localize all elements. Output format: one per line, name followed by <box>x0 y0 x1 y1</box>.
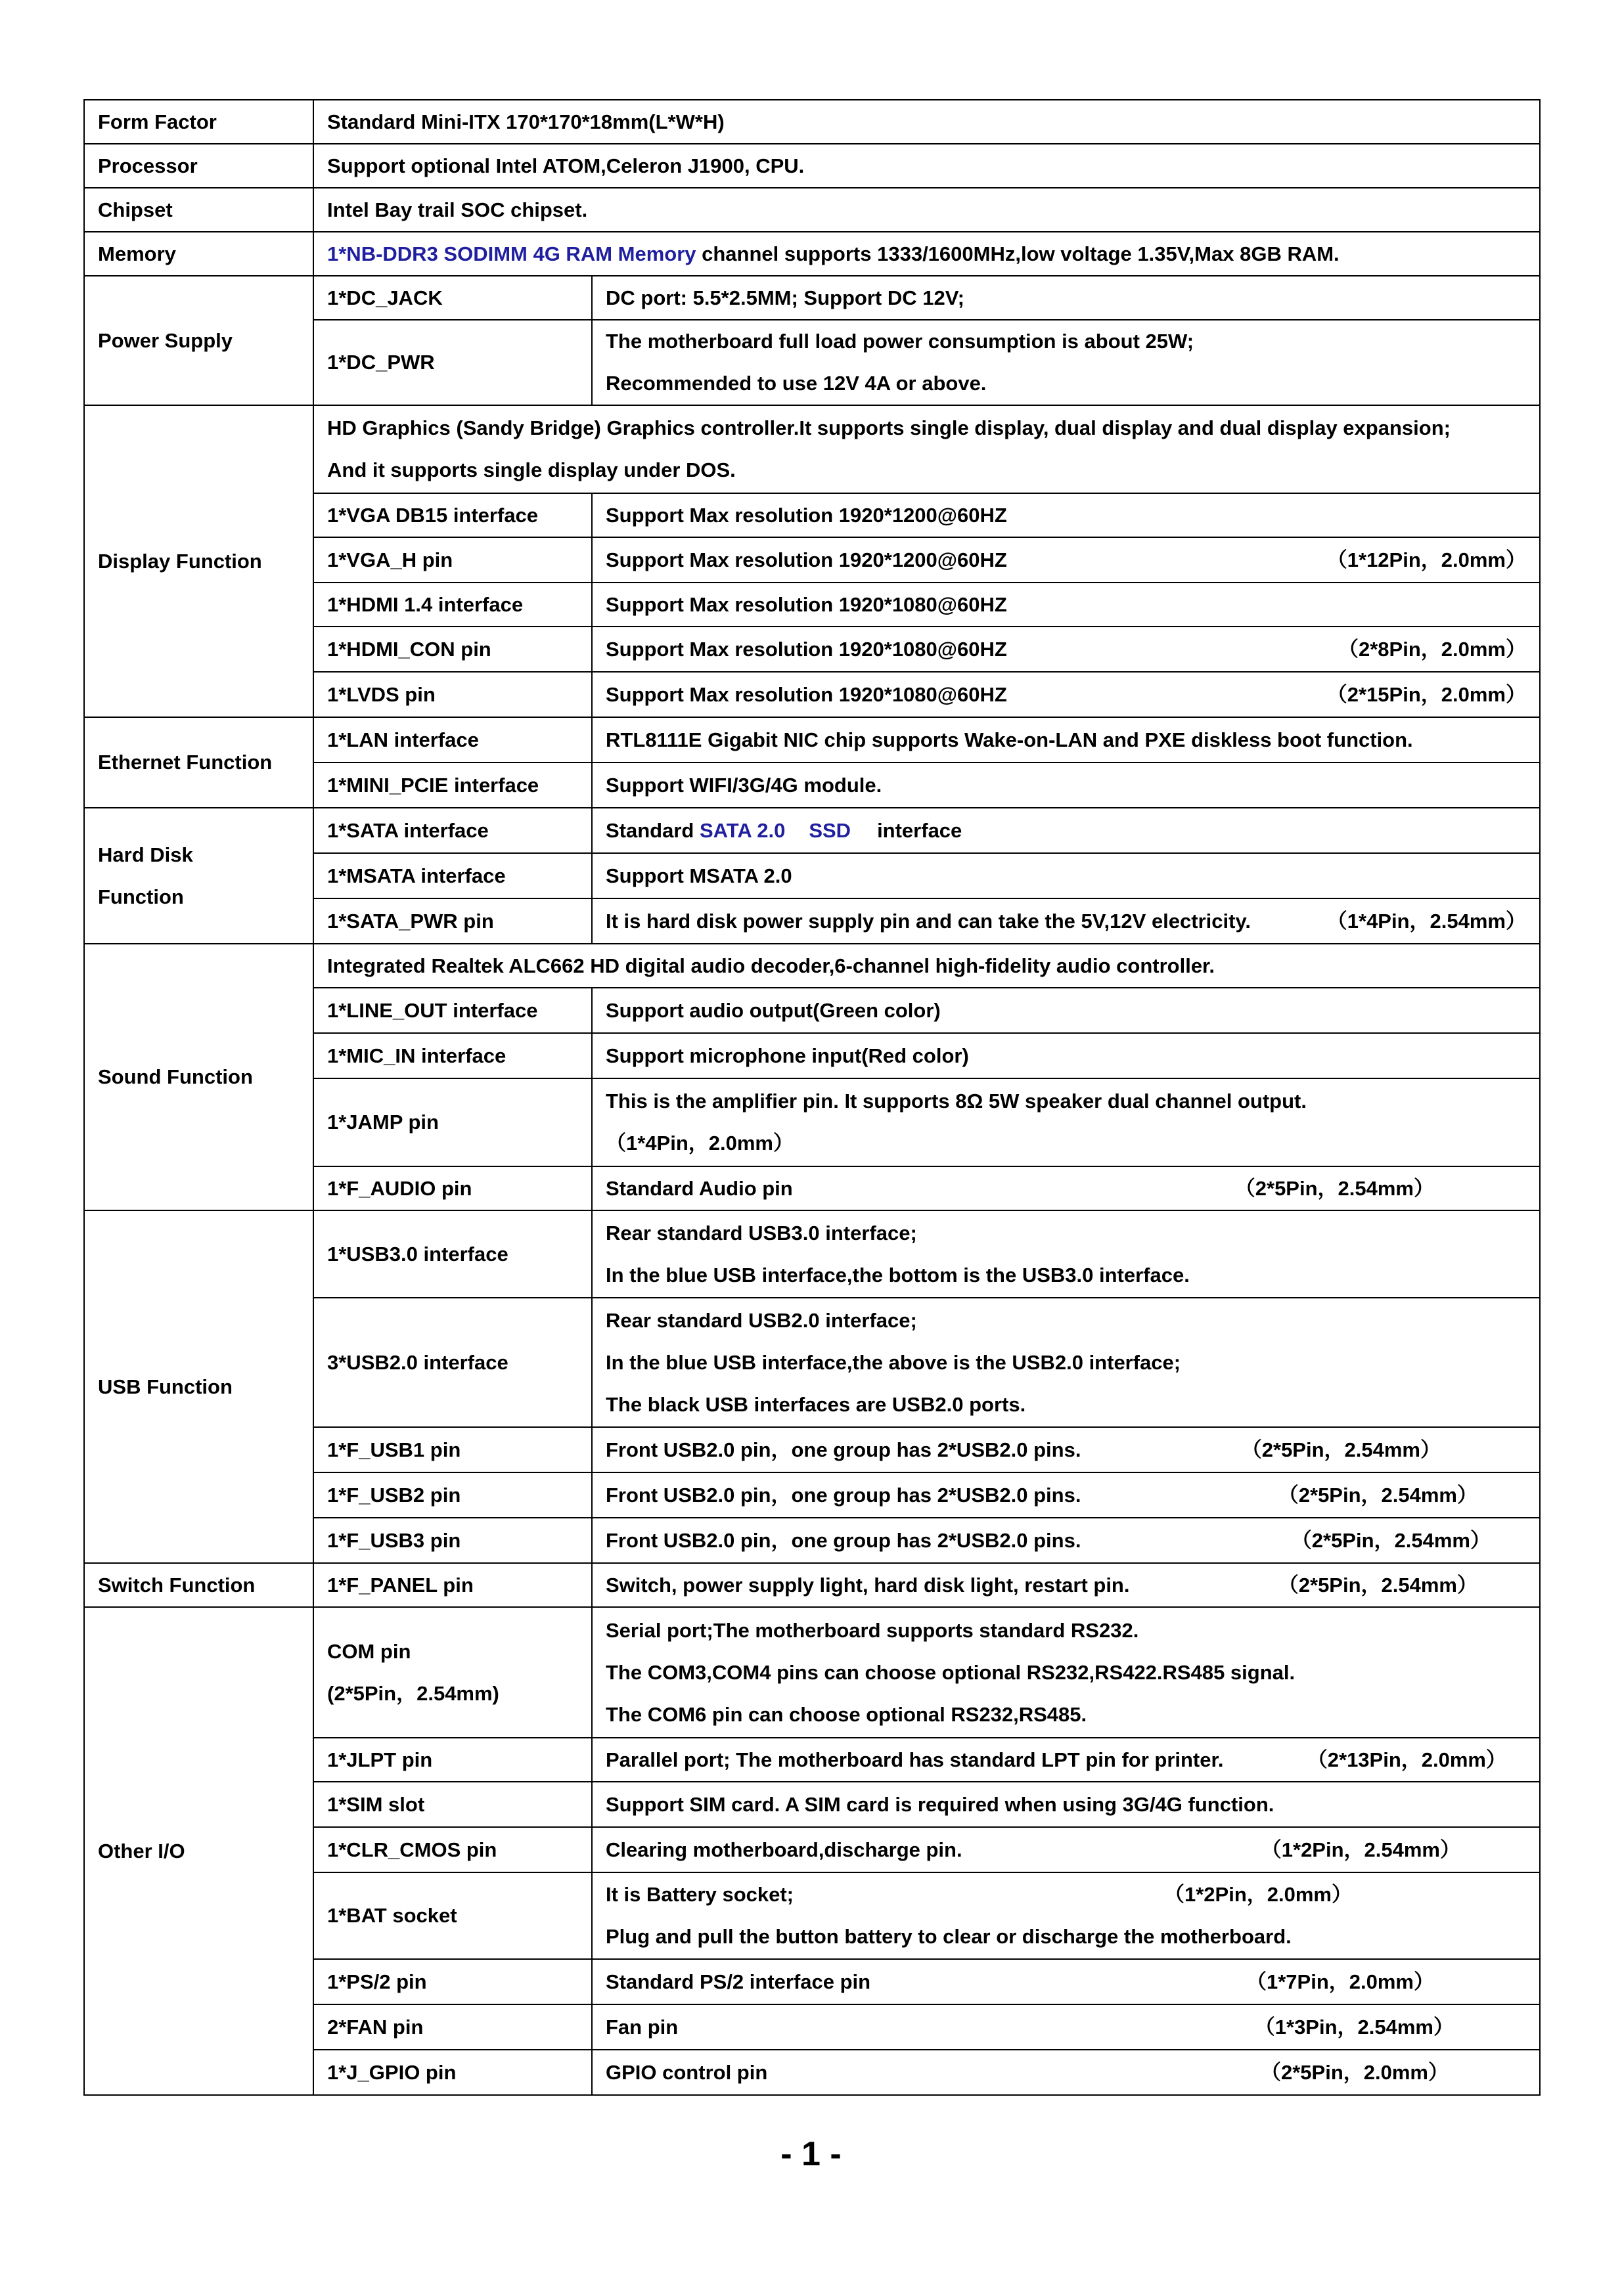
desc-text: Standard PS/2 interface pin <box>606 1970 871 1993</box>
item-desc <box>592 1827 1540 1872</box>
item-name: 1*HDMI 1.4 interface <box>313 583 592 627</box>
pin-spec: （2*5Pin，2.54mm） <box>1234 1176 1434 1200</box>
item-name: 1*SATA interface <box>313 808 592 853</box>
item-desc <box>592 1210 1540 1298</box>
item-name: 1*PS/2 pin <box>313 1959 592 2004</box>
item-name: 1*SIM slot <box>313 1782 592 1827</box>
item-name: 1*MINI_PCIE interface <box>313 762 592 808</box>
pin-spec: （1*3Pin，2.54mm） <box>1254 2015 1454 2039</box>
desc-text: Parallel port; The motherboard has standard LPT pin for printer. <box>606 1748 1224 1771</box>
row-label: Processor <box>84 144 313 188</box>
desc-text: Front USB2.0 pin，one group has 2*USB2.0 pins. <box>606 1528 1081 1552</box>
item-desc <box>592 1472 1540 1518</box>
item-desc <box>592 1518 1540 1563</box>
desc-line: Serial port;The motherboard supports standard RS232. <box>606 1618 1139 1642</box>
item-desc <box>592 808 1540 853</box>
ssd-text: SSD <box>809 818 851 842</box>
desc-line: In the blue USB interface,the above is the USB2.0 interface; <box>606 1350 1181 1374</box>
pin-spec: （2*5Pin，2.54mm） <box>1278 1483 1477 1507</box>
row-label: Switch Function <box>84 1563 313 1607</box>
pin-spec: （2*5Pin，2.0mm） <box>1261 2060 1449 2084</box>
item-name: 1*JAMP pin <box>313 1078 592 1166</box>
item-desc <box>592 1959 1540 2004</box>
desc-text: interface <box>877 818 962 842</box>
item-name: 1*F_USB1 pin <box>313 1427 592 1472</box>
item-name: 1*LVDS pin <box>313 672 592 717</box>
item-name: 1*JLPT pin <box>313 1738 592 1782</box>
item-desc: Support Max resolution 1920*1200@60HZ <box>592 493 1540 537</box>
desc-line: The COM6 pin can choose optional RS232,RS485. <box>606 1702 1087 1726</box>
pin-spec: （1*2Pin，2.54mm） <box>1261 1838 1460 1861</box>
desc-text: Support Max resolution 1920*1200@60HZ <box>606 548 1007 571</box>
pin-spec: （2*5Pin，2.54mm） <box>1241 1438 1441 1461</box>
desc-text: Standard <box>606 818 700 842</box>
item-desc: Support MSATA 2.0 <box>592 853 1540 898</box>
item-desc: Support Max resolution 1920*1080@60HZ <box>592 583 1540 627</box>
item-desc <box>592 2050 1540 2095</box>
item-desc <box>592 1563 1540 1607</box>
row-label: USB Function <box>84 1210 313 1563</box>
pin-spec: （1*12Pin，2.0mm） <box>1326 548 1526 571</box>
item-desc <box>592 1738 1540 1782</box>
item-desc <box>592 1298 1540 1427</box>
pin-spec: （2*8Pin，2.0mm） <box>1338 637 1526 661</box>
pin-spec: （1*7Pin，2.0mm） <box>1246 1970 1434 1993</box>
item-name: 1*J_GPIO pin <box>313 2050 592 2095</box>
item-desc <box>592 2004 1540 2050</box>
item-name: 1*F_AUDIO pin <box>313 1166 592 1210</box>
item-name <box>313 1607 592 1738</box>
item-desc: Integrated Realtek ALC662 HD digital audio decoder,6-channel high-fidelity audio controller. <box>313 944 1540 988</box>
desc-text: Clearing motherboard,discharge pin. <box>606 1838 962 1861</box>
pin-spec: （1*4Pin，2.0mm） <box>606 1132 794 1155</box>
desc-text: Standard Audio pin <box>606 1176 793 1200</box>
name-line: (2*5Pin，2.54mm) <box>327 1681 499 1705</box>
row-label: Memory <box>84 232 313 276</box>
row-value: Support optional Intel ATOM,Celeron J1900, CPU. <box>313 144 1540 188</box>
item-name: 2*FAN pin <box>313 2004 592 2050</box>
item-desc: Support WIFI/3G/4G module. <box>592 762 1540 808</box>
sata-version-text: SATA 2.0 <box>699 818 786 842</box>
item-name: 1*VGA DB15 interface <box>313 493 592 537</box>
memory-detail-text: channel supports 1333/1600MHz,low voltage 1.35V,Max 8GB RAM. <box>696 242 1340 265</box>
item-desc <box>592 1427 1540 1472</box>
item-name: 1*LINE_OUT interface <box>313 988 592 1033</box>
desc-line: Rear standard USB3.0 interface; <box>606 1221 917 1245</box>
desc-text: Switch, power supply light, hard disk light, restart pin. <box>606 1573 1130 1597</box>
item-name: 1*F_USB3 pin <box>313 1518 592 1563</box>
item-name: 1*LAN interface <box>313 717 592 762</box>
pin-spec: （2*5Pin，2.54mm） <box>1278 1573 1477 1597</box>
desc-line: The motherboard full load power consumption is about 25W; <box>606 330 1194 353</box>
item-name: 1*DC_PWR <box>313 320 592 405</box>
item-desc <box>592 1607 1540 1738</box>
desc-text: Support Max resolution 1920*1080@60HZ <box>606 637 1007 661</box>
item-name: 1*VGA_H pin <box>313 537 592 583</box>
desc-text: Front USB2.0 pin，one group has 2*USB2.0 pins. <box>606 1483 1081 1507</box>
row-label: Ethernet Function <box>84 717 313 808</box>
item-desc <box>592 898 1540 944</box>
pin-spec: （2*13Pin，2.0mm） <box>1307 1748 1506 1771</box>
row-value <box>313 232 1540 276</box>
item-desc <box>592 1872 1540 1959</box>
desc-line: Recommended to use 12V 4A or above. <box>606 372 987 395</box>
item-name: 1*MIC_IN interface <box>313 1033 592 1078</box>
item-desc: Support audio output(Green color) <box>592 988 1540 1033</box>
pin-spec: （1*4Pin，2.54mm） <box>1326 909 1526 933</box>
item-name: 1*BAT socket <box>313 1872 592 1959</box>
memory-module-text: 1*NB-DDR3 SODIMM 4G RAM Memory <box>327 242 696 265</box>
item-desc <box>592 627 1540 672</box>
item-desc <box>592 1078 1540 1166</box>
page-number: - 1 - <box>780 2135 842 2173</box>
desc-text: It is hard disk power supply pin and can take the 5V,12V electricity. <box>606 909 1251 933</box>
row-label: Form Factor <box>84 100 313 144</box>
desc-line: Rear standard USB2.0 interface; <box>606 1308 917 1332</box>
row-label: Display Function <box>84 405 313 717</box>
item-desc <box>592 537 1540 583</box>
item-desc <box>592 672 1540 717</box>
item-desc <box>592 1166 1540 1210</box>
item-desc <box>592 320 1540 405</box>
desc-text: Front USB2.0 pin，one group has 2*USB2.0 pins. <box>606 1438 1081 1461</box>
pin-spec: （2*5Pin，2.54mm） <box>1291 1528 1491 1552</box>
item-name: 1*HDMI_CON pin <box>313 627 592 672</box>
item-name: 1*SATA_PWR pin <box>313 898 592 944</box>
row-label <box>84 808 313 944</box>
row-value: Standard Mini-ITX 170*170*18mm(L*W*H) <box>313 100 1540 144</box>
label-line: Hard Disk <box>98 843 193 866</box>
item-desc <box>313 405 1540 493</box>
desc-line: The black USB interfaces are USB2.0 ports. <box>606 1392 1026 1416</box>
row-label: Chipset <box>84 188 313 232</box>
desc-line: The COM3,COM4 pins can choose optional RS232,RS422.RS485 signal. <box>606 1660 1295 1684</box>
item-desc: Support SIM card. A SIM card is required when using 3G/4G function. <box>592 1782 1540 1827</box>
desc-line: HD Graphics (Sandy Bridge) Graphics controller.It supports single display, dual display and dual display expansion; <box>327 416 1451 439</box>
pin-spec: （1*2Pin，2.0mm） <box>1164 1883 1352 1906</box>
item-name: 1*MSATA interface <box>313 853 592 898</box>
desc-line: And it supports single display under DOS. <box>327 458 736 481</box>
item-name: 3*USB2.0 interface <box>313 1298 592 1427</box>
desc-line: This is the amplifier pin. It supports 8Ω 5W speaker dual channel output. <box>606 1090 1307 1113</box>
desc-text: Fan pin <box>606 2015 679 2039</box>
label-line: Function <box>98 885 184 908</box>
desc-line: Plug and pull the button battery to clear or discharge the motherboard. <box>606 1925 1292 1948</box>
row-value: Intel Bay trail SOC chipset. <box>313 188 1540 232</box>
item-desc: DC port: 5.5*2.5MM; Support DC 12V; <box>592 276 1540 320</box>
item-desc: Support microphone input(Red color) <box>592 1033 1540 1078</box>
name-line: COM pin <box>327 1639 411 1663</box>
item-name: 1*F_USB2 pin <box>313 1472 592 1518</box>
item-name: 1*DC_JACK <box>313 276 592 320</box>
pin-spec: （2*15Pin，2.0mm） <box>1326 682 1526 706</box>
desc-text: It is Battery socket; <box>606 1883 794 1906</box>
item-name: 1*CLR_CMOS pin <box>313 1827 592 1872</box>
row-label: Power Supply <box>84 276 313 405</box>
desc-text: Support Max resolution 1920*1080@60HZ <box>606 682 1007 706</box>
row-label: Sound Function <box>84 944 313 1210</box>
spec-table <box>83 99 1541 2096</box>
item-name: 1*F_PANEL pin <box>313 1563 592 1607</box>
desc-text: GPIO control pin <box>606 2060 768 2084</box>
item-name: 1*USB3.0 interface <box>313 1210 592 1298</box>
item-desc: RTL8111E Gigabit NIC chip supports Wake-on-LAN and PXE diskless boot function. <box>592 717 1540 762</box>
row-label: Other I/O <box>84 1607 313 2095</box>
desc-line: In the blue USB interface,the bottom is the USB3.0 interface. <box>606 1263 1190 1287</box>
